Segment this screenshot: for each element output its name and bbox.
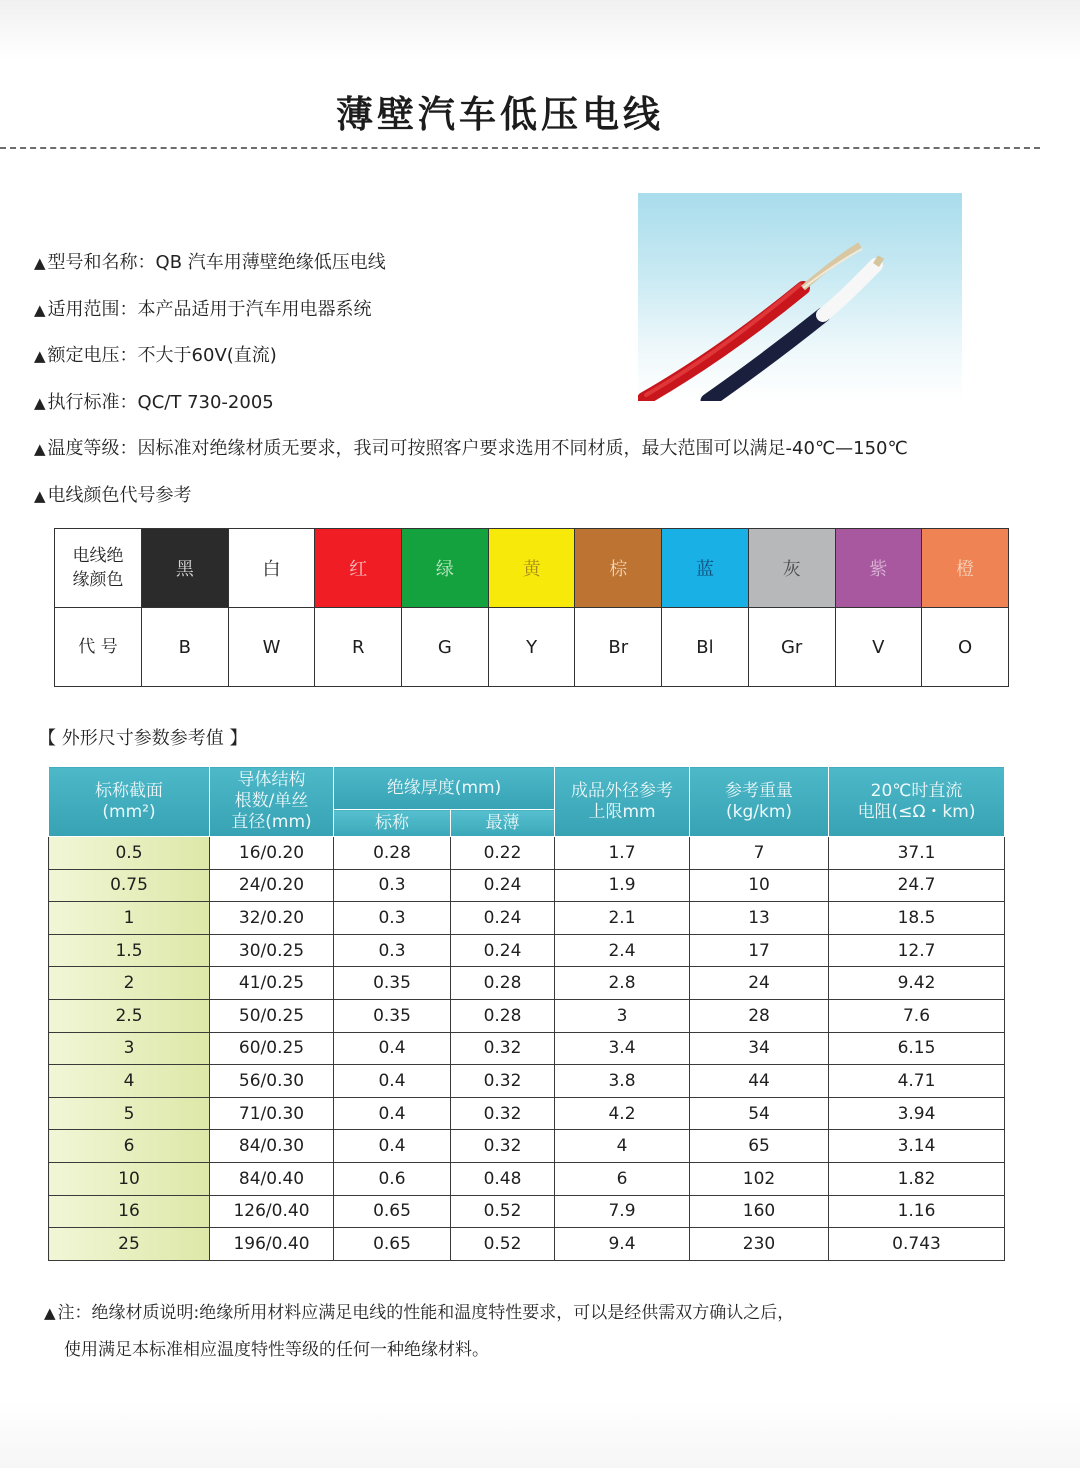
spec-value: 因标准对绝缘材质无要求，我司可按照客户要求选用不同材质，最大范围可以满足-40℃—150℃	[137, 438, 908, 459]
color-swatch: 灰	[748, 529, 835, 608]
color-swatch: 黑	[142, 529, 229, 608]
table-cell: 5	[49, 1097, 210, 1130]
table-cell: 0.4	[334, 1130, 451, 1163]
spec-label: 电线颜色代号参考	[47, 484, 192, 506]
table-cell: 50/0.25	[210, 999, 334, 1032]
table-cell: 0.28	[334, 837, 451, 870]
table-cell: 0.3	[334, 934, 451, 967]
color-code: Gr	[748, 608, 835, 687]
color-swatch: 棕	[575, 529, 662, 608]
table-cell: 24	[690, 967, 829, 1000]
triangle-marker-icon: ▲	[34, 393, 46, 412]
color-code: G	[402, 608, 489, 687]
table-cell: 0.3	[334, 869, 451, 902]
table-row	[49, 967, 1005, 1000]
table-cell: 0.32	[451, 1097, 555, 1130]
table-cell: 17	[690, 934, 829, 967]
table-cell: 25	[49, 1228, 210, 1261]
table-cell: 160	[690, 1195, 829, 1228]
table-cell: 3.4	[555, 1032, 690, 1065]
table-row	[49, 934, 1005, 967]
wire-illustration	[638, 193, 962, 401]
table-cell: 0.32	[451, 1032, 555, 1065]
table-cell: 24/0.20	[210, 869, 334, 902]
color-code: Bl	[662, 608, 749, 687]
color-code: Br	[575, 608, 662, 687]
table-cell: 0.32	[451, 1065, 555, 1098]
table-cell: 1.7	[555, 837, 690, 870]
color-code: V	[835, 608, 922, 687]
color-code: Y	[488, 608, 575, 687]
table-cell: 60/0.25	[210, 1032, 334, 1065]
wire-product-photo	[638, 193, 962, 401]
table-cell: 65	[690, 1130, 829, 1163]
dimensions-section-label: 【 外形尺寸参数参考值 】	[38, 728, 248, 749]
note-line-2: 使用满足本标准相应温度特性等级的任何一种绝缘材料。	[64, 1340, 489, 1360]
table-cell: 7.9	[555, 1195, 690, 1228]
table-row	[49, 1065, 1005, 1098]
table-cell: 12.7	[829, 934, 1005, 967]
table-cell: 9.42	[829, 967, 1005, 1000]
table-cell: 44	[690, 1065, 829, 1098]
table-cell: 84/0.40	[210, 1162, 334, 1195]
table-cell: 6	[555, 1162, 690, 1195]
table-cell: 7	[690, 837, 829, 870]
table-cell: 71/0.30	[210, 1097, 334, 1130]
table-cell: 1.5	[49, 934, 210, 967]
color-swatch: 红	[315, 529, 402, 608]
color-swatch: 橙	[922, 529, 1009, 608]
color-swatch: 紫	[835, 529, 922, 608]
table-cell: 13	[690, 902, 829, 935]
table-cell: 3.14	[829, 1130, 1005, 1163]
table-cell: 34	[690, 1032, 829, 1065]
table-row	[49, 837, 1005, 870]
header-structure: 导体结构 根数/单丝 直径(mm)	[210, 767, 334, 837]
triangle-marker-icon: ▲	[34, 300, 46, 319]
spec-label: 型号和名称：	[47, 252, 156, 273]
table-cell: 16/0.20	[210, 837, 334, 870]
table-cell: 4.71	[829, 1065, 1005, 1098]
table-cell: 84/0.30	[210, 1130, 334, 1163]
code-row-label: 代 号	[55, 608, 142, 687]
triangle-marker-icon: ▲	[34, 347, 46, 365]
color-swatch: 蓝	[662, 529, 749, 608]
triangle-marker-icon: ▲	[44, 1304, 56, 1322]
table-cell: 0.4	[334, 1032, 451, 1065]
table-cell: 37.1	[829, 837, 1005, 870]
triangle-marker-icon: ▲	[34, 440, 46, 458]
spec-label: 温度等级：	[47, 438, 138, 459]
note-line-1	[44, 1298, 794, 1323]
table-cell: 196/0.40	[210, 1228, 334, 1261]
triangle-marker-icon: ▲	[34, 254, 46, 272]
spec-value: QB 汽车用薄壁绝缘低压电线	[155, 252, 386, 273]
spec-value: QC/T 730-2005	[137, 391, 274, 413]
color-code: R	[315, 608, 402, 687]
table-cell: 0.35	[334, 999, 451, 1032]
table-cell: 102	[690, 1162, 829, 1195]
table-cell: 0.743	[829, 1228, 1005, 1261]
table-cell: 6.15	[829, 1032, 1005, 1065]
table-cell: 126/0.40	[210, 1195, 334, 1228]
table-cell: 0.24	[451, 869, 555, 902]
table-cell: 1.9	[555, 869, 690, 902]
header-thinnest: 最薄	[451, 810, 555, 837]
table-cell: 2	[49, 967, 210, 1000]
table-row	[49, 1162, 1005, 1195]
note-text: 注：绝缘材质说明:绝缘所用材料应满足电线的性能和温度特性要求，可以是经供需双方确认之后，	[57, 1303, 795, 1323]
table-cell: 0.4	[334, 1065, 451, 1098]
table-cell: 10	[49, 1162, 210, 1195]
spec-label: 额定电压：	[47, 345, 138, 366]
spec-temperature	[34, 434, 994, 481]
color-swatch: 白	[228, 529, 315, 608]
table-cell: 7.6	[829, 999, 1005, 1032]
table-cell: 0.65	[334, 1195, 451, 1228]
table-cell: 0.48	[451, 1162, 555, 1195]
spec-value: 不大于60V(直流)	[137, 345, 277, 366]
table-row	[49, 902, 1005, 935]
table-row	[49, 1097, 1005, 1130]
table-cell: 3.8	[555, 1065, 690, 1098]
table-cell: 0.35	[334, 967, 451, 1000]
table-cell: 2.4	[555, 934, 690, 967]
table-cell: 2.5	[49, 999, 210, 1032]
table-row	[49, 999, 1005, 1032]
table-row	[49, 1228, 1005, 1261]
dimensions-table	[48, 766, 1005, 1261]
table-cell: 56/0.30	[210, 1065, 334, 1098]
table-cell: 0.52	[451, 1195, 555, 1228]
table-cell: 16	[49, 1195, 210, 1228]
color-code-table	[54, 528, 1009, 687]
table-cell: 32/0.20	[210, 902, 334, 935]
table-cell: 6	[49, 1130, 210, 1163]
color-code: W	[228, 608, 315, 687]
page-title: 薄壁汽车低压电线	[336, 93, 664, 136]
table-cell: 1.16	[829, 1195, 1005, 1228]
table-cell: 3.94	[829, 1097, 1005, 1130]
table-cell: 41/0.25	[210, 967, 334, 1000]
table-cell: 0.28	[451, 967, 555, 1000]
header-nominal: 标称	[334, 810, 451, 837]
header-diameter: 成品外径参考 上限mm	[555, 767, 690, 837]
table-cell: 0.32	[451, 1130, 555, 1163]
dimensions-table-body	[49, 837, 1005, 1261]
header-weight: 参考重量 (kg/km)	[690, 767, 829, 837]
title-divider	[0, 147, 1040, 149]
table-cell: 3	[555, 999, 690, 1032]
color-swatch: 黄	[488, 529, 575, 608]
spec-label: 执行标准：	[47, 391, 138, 413]
color-code-row	[55, 608, 1009, 687]
color-swatch: 绿	[402, 529, 489, 608]
color-code: B	[142, 608, 229, 687]
table-cell: 0.65	[334, 1228, 451, 1261]
table-cell: 0.24	[451, 934, 555, 967]
table-cell: 4	[555, 1130, 690, 1163]
table-cell: 0.5	[49, 837, 210, 870]
table-cell: 54	[690, 1097, 829, 1130]
table-cell: 0.6	[334, 1162, 451, 1195]
table-cell: 1	[49, 902, 210, 935]
table-row	[49, 1195, 1005, 1228]
table-cell: 9.4	[555, 1228, 690, 1261]
spec-value: 本产品适用于汽车用电器系统	[137, 298, 372, 320]
color-swatch-row	[55, 529, 1009, 608]
table-cell: 0.52	[451, 1228, 555, 1261]
spec-color-heading	[34, 481, 994, 528]
table-cell: 3	[49, 1032, 210, 1065]
table-row	[49, 1130, 1005, 1163]
table-cell: 2.1	[555, 902, 690, 935]
table-cell: 0.4	[334, 1097, 451, 1130]
spec-label: 适用范围：	[47, 298, 138, 320]
table-cell: 1.82	[829, 1162, 1005, 1195]
header-area: 标称截面 (mm²)	[49, 767, 210, 837]
table-cell: 0.28	[451, 999, 555, 1032]
table-row	[49, 869, 1005, 902]
table-cell: 0.22	[451, 837, 555, 870]
table-cell: 0.24	[451, 902, 555, 935]
color-row-label: 电线绝 缘颜色	[55, 529, 142, 608]
table-cell: 0.3	[334, 902, 451, 935]
color-code: O	[922, 608, 1009, 687]
table-cell: 30/0.25	[210, 934, 334, 967]
table-cell: 0.75	[49, 869, 210, 902]
header-resistance: 20℃时直流 电阻(≤Ω・km)	[829, 767, 1005, 837]
table-cell: 18.5	[829, 902, 1005, 935]
table-cell: 24.7	[829, 869, 1005, 902]
table-cell: 2.8	[555, 967, 690, 1000]
header-insulation: 绝缘厚度(mm)	[334, 767, 555, 810]
table-header-row	[49, 767, 1005, 810]
table-cell: 10	[690, 869, 829, 902]
table-cell: 4	[49, 1065, 210, 1098]
table-cell: 230	[690, 1228, 829, 1261]
table-cell: 28	[690, 999, 829, 1032]
table-row	[49, 1032, 1005, 1065]
table-cell: 4.2	[555, 1097, 690, 1130]
triangle-marker-icon: ▲	[34, 486, 46, 505]
